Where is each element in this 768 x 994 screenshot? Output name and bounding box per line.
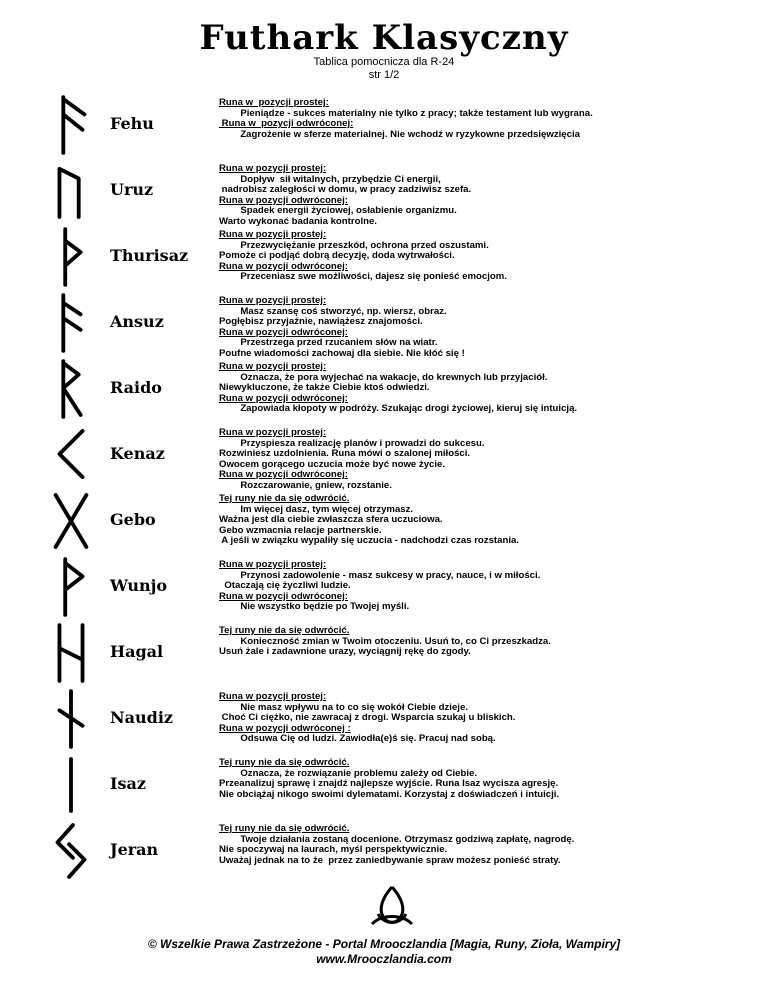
- description-line: Dopływ sił witalnych, przybędzie Ci energii,: [219, 173, 441, 185]
- description-line: Gebo wzmacnia relacje partnerskie.: [219, 524, 382, 536]
- rune-name: Naudiz: [110, 708, 173, 727]
- description-line: Runa w pozycji odwróconej:: [219, 392, 348, 404]
- description-line: Pomoże ci podjąć dobrą decyzję, doda wytrwałości.: [219, 250, 455, 262]
- rune-name: Gebo: [110, 510, 156, 529]
- rune-row: [0, 290, 768, 359]
- description-line: Runa w pozycji prostej:: [219, 559, 327, 570]
- rune-description: [219, 494, 759, 547]
- rune-name: Kenaz: [110, 444, 165, 463]
- description-line: Nie obciążaj nikogo swoimi dylematami. Korzystaj z doświadczeń i intuicji.: [219, 788, 560, 800]
- description-line: Tej runy nie da się odwrócić.: [219, 625, 350, 636]
- rune-description: [219, 758, 759, 800]
- rune-description: [219, 692, 759, 745]
- rune-name: Raido: [110, 378, 162, 397]
- description-line: Przezwyciężanie przeszkód, ochrona przed oszustami.: [219, 239, 489, 251]
- description-line: Nie spoczywaj na laurach, myśl perspektywicznie.: [219, 844, 448, 856]
- rune-name: Hagal: [110, 642, 164, 661]
- description-line: Runa w pozycji odwróconej:: [219, 590, 348, 602]
- rune-description: [219, 296, 759, 360]
- naudiz-rune-icon: [46, 686, 96, 752]
- rune-name: Thurisaz: [110, 246, 189, 265]
- description-line: A jeśli w związku wypaliły się uczucia - nadchodzi czas rozstania.: [219, 535, 519, 547]
- description-line: Im więcej dasz, tym więcej otrzymasz.: [219, 503, 414, 515]
- rune-description: [219, 626, 759, 658]
- description-line: Runa w pozycji odwróconej:: [219, 260, 348, 272]
- description-line: Przyspiesza realizację planów i prowadzi do sukcesu.: [219, 437, 485, 449]
- description-line: Zapowiada kłopoty w podróży. Szukając drogi życiowej, kieruj się intuicją.: [219, 403, 578, 415]
- description-line: Uważaj jednak na to że przez zaniedbywanie spraw możesz ponieść straty.: [219, 854, 561, 866]
- rune-row: [0, 158, 768, 227]
- description-line: Runa w pozycji prostej:: [219, 691, 327, 702]
- description-line: nadrobisz zaległości w domu, w pracy zadziwisz szefa.: [219, 184, 472, 196]
- description-line: Przeceniasz swe możliwości, dajesz się ponieść emocjom.: [219, 271, 507, 283]
- rune-description: [219, 824, 759, 866]
- kenaz-rune-icon: [46, 422, 96, 488]
- description-line: Rozczarowanie, gniew, rozstanie.: [219, 479, 392, 491]
- description-line: Pieniądze - sukces materialny nie tylko z pracy; także testament lub wygrana.: [219, 107, 593, 119]
- description-line: Runa w pozycji prostej:: [219, 97, 329, 108]
- ansuz-rune-icon: [46, 290, 96, 356]
- description-line: Przestrzega przed rzucaniem słów na wiatr.: [219, 337, 438, 349]
- description-line: Runa w pozycji prostej:: [219, 295, 327, 306]
- description-line: Oznacza, że pora wyjechać na wakacje, do krewnych lub przyjaciół.: [219, 371, 548, 383]
- raido-rune-icon: [46, 356, 96, 422]
- hagal-rune-icon: [46, 620, 96, 686]
- description-line: Runa w pozycji prostej:: [219, 361, 327, 372]
- rune-description: [219, 164, 759, 228]
- description-line: Twoje działania zostaną docenione. Otrzymasz godziwą zapłatę, nagrodę.: [219, 833, 575, 845]
- rune-description: [219, 98, 759, 140]
- fehu-rune-icon: [46, 92, 96, 158]
- rune-list: [0, 92, 768, 884]
- rune-row: [0, 356, 768, 422]
- description-line: Pogłębisz przyjaźnie, nawiążesz znajomości.: [219, 316, 423, 328]
- description-line: Runa w pozycji odwróconej:: [219, 326, 348, 338]
- uruz-rune-icon: [46, 158, 96, 224]
- description-line: Konieczność zmian w Twoim otoczeniu. Usuń to, co Ci przeszkadza.: [219, 635, 551, 647]
- subtitle-line-1: Tablica pomocnicza dla R-24: [313, 56, 455, 68]
- description-line: Tej runy nie da się odwrócić.: [219, 757, 350, 768]
- rune-row: [0, 818, 768, 884]
- jeran-rune-icon: [46, 818, 96, 884]
- rune-row: [0, 752, 768, 818]
- rune-name: Uruz: [110, 180, 154, 199]
- description-line: Masz szansę coś stworzyć, np. wiersz, obraz.: [219, 305, 447, 317]
- description-line: Tej runy nie da się odwrócić.: [219, 823, 350, 834]
- website-link[interactable]: www.Mrooczlandia.com: [316, 952, 452, 966]
- page-title: Futhark Klasyczny: [199, 18, 569, 58]
- description-line: Tej runy nie da się odwrócić.: [219, 493, 350, 504]
- rune-row: [0, 554, 768, 620]
- description-line: Poufne wiadomości zachowaj dla siebie. Nie kłóć się !: [219, 347, 465, 359]
- description-line: Ważna jest dla ciebie zwłaszcza sfera uczuciowa.: [219, 514, 443, 526]
- rune-row: [0, 422, 768, 491]
- rune-row: [0, 224, 768, 290]
- description-line: Runa w pozycji odwróconej:: [219, 194, 348, 206]
- description-line: Rozwiniesz uzdolnienia. Runa mówi o szalonej miłości.: [219, 448, 471, 460]
- rune-description: [219, 230, 759, 283]
- rune-description: [219, 560, 759, 613]
- description-line: Otaczają cię życzliwi ludzie.: [219, 580, 351, 592]
- rune-row: [0, 620, 768, 686]
- rune-description: [219, 362, 759, 415]
- copyright-footer: © Wszelkie Prawa Zastrzeżone - Portal Mrooczlandia [Magia, Runy, Zioła, Wampiry]: [147, 937, 621, 951]
- triquetra-logo: [368, 884, 416, 930]
- description-line: Warto wykonać badania kontrolne.: [219, 215, 377, 227]
- thurisaz-rune-icon: [46, 224, 96, 290]
- rune-row: [0, 92, 768, 158]
- page-subtitle: [0, 56, 768, 82]
- wunjo-rune-icon: [46, 554, 96, 620]
- description-line: Runa w pozycji prostej:: [219, 163, 327, 174]
- rune-name: Jeran: [110, 840, 159, 859]
- description-line: Owocem gorącego uczucia może być nowe życie.: [219, 458, 446, 470]
- gebo-rune-icon: [46, 488, 96, 554]
- description-line: Odsuwa Cię od ludzi. Zawiodła(e)ś się. Pracuj nad sobą.: [219, 733, 496, 745]
- description-line: Runa w pozycji odwróconej :: [219, 722, 351, 734]
- rune-name: Ansuz: [110, 312, 164, 331]
- description-line: Runa w pozycji prostej:: [219, 427, 327, 438]
- description-line: Nie wszystko będzie po Twojej myśli.: [219, 601, 410, 613]
- isaz-rune-icon: [46, 752, 96, 818]
- rune-row: [0, 488, 768, 554]
- rune-row: [0, 686, 768, 752]
- description-line: Nie masz wpływu na to co się wokół Ciebie dzieje.: [219, 701, 468, 713]
- subtitle-line-2: str 1/2: [368, 69, 400, 81]
- description-line: Runa w pozycji prostej:: [219, 229, 327, 240]
- description-line: Runa w pozycji odwróconej:: [219, 469, 348, 481]
- description-line: Niewykluczone, że także Ciebie ktoś odwiedzi.: [219, 382, 430, 394]
- description-line: Oznacza, że rozwiązanie problemu zależy od Ciebie.: [219, 767, 478, 779]
- description-line: Usuń żale i zadawnione urazy, wyciągnij rękę do zgody.: [219, 646, 471, 658]
- rune-name: Fehu: [110, 114, 154, 133]
- description-line: Runa w pozycji odwróconej:: [219, 118, 354, 130]
- description-line: Choć Ci ciężko, nie zawracaj z drogi. Wsparcia szukaj u bliskich.: [219, 712, 516, 724]
- description-line: Przeanalizuj sprawę i znajdź najlepsze wyjście. Runa Isaz wycisza agresję.: [219, 778, 559, 790]
- rune-name: Isaz: [110, 774, 146, 793]
- description-line: Przynosi zadowolenie - masz sukcesy w pracy, nauce, i w miłości.: [219, 569, 541, 581]
- description-line: Zagrożenie w sferze materialnej. Nie wchodź w ryzykowne przedsięwzięcia: [219, 128, 580, 140]
- rune-name: Wunjo: [110, 576, 168, 595]
- rune-description: [219, 428, 759, 492]
- description-line: Spadek energii życiowej, osłabienie organizmu.: [219, 205, 457, 217]
